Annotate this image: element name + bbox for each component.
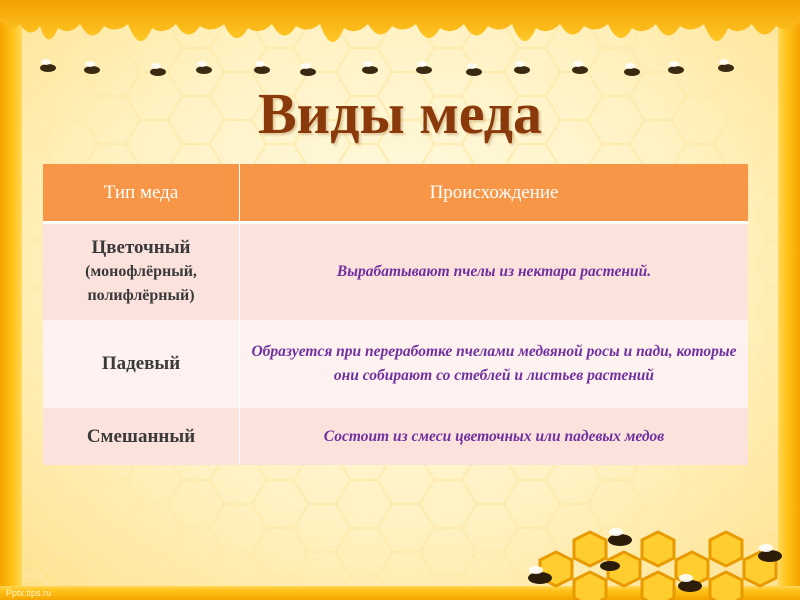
honey-origin-cell: Вырабатывают пчелы из нектара растений. (240, 224, 748, 320)
honey-type-cell (43, 408, 240, 465)
column-header-origin: Происхождение (240, 164, 748, 224)
table-row (43, 320, 748, 408)
honey-type-cell (43, 224, 240, 320)
table-header-row (43, 164, 748, 224)
honey-type-cell (43, 320, 240, 408)
honey-origin-cell: Состоит из смеси цветочных или падевых медов (240, 408, 748, 465)
honey-types-table (43, 164, 748, 465)
honey-origin-cell: Образуется при переработке пчелами медвяной росы и пади, которые они собирают со стеблей и листьев растений (240, 320, 748, 408)
honey-type-name: Смешанный (86, 425, 196, 447)
page-title: Виды меда (257, 81, 543, 146)
honey-type-name: Падевый (101, 353, 181, 374)
honey-type-name: Цветочный (91, 237, 191, 258)
watermark: Pptx.tips.ru (6, 588, 52, 598)
table-row (43, 224, 748, 320)
column-header-type: Тип меда (43, 164, 240, 224)
table-row (43, 408, 748, 465)
honey-type-note: (монофлёрный, полифлёрный) (85, 263, 197, 304)
